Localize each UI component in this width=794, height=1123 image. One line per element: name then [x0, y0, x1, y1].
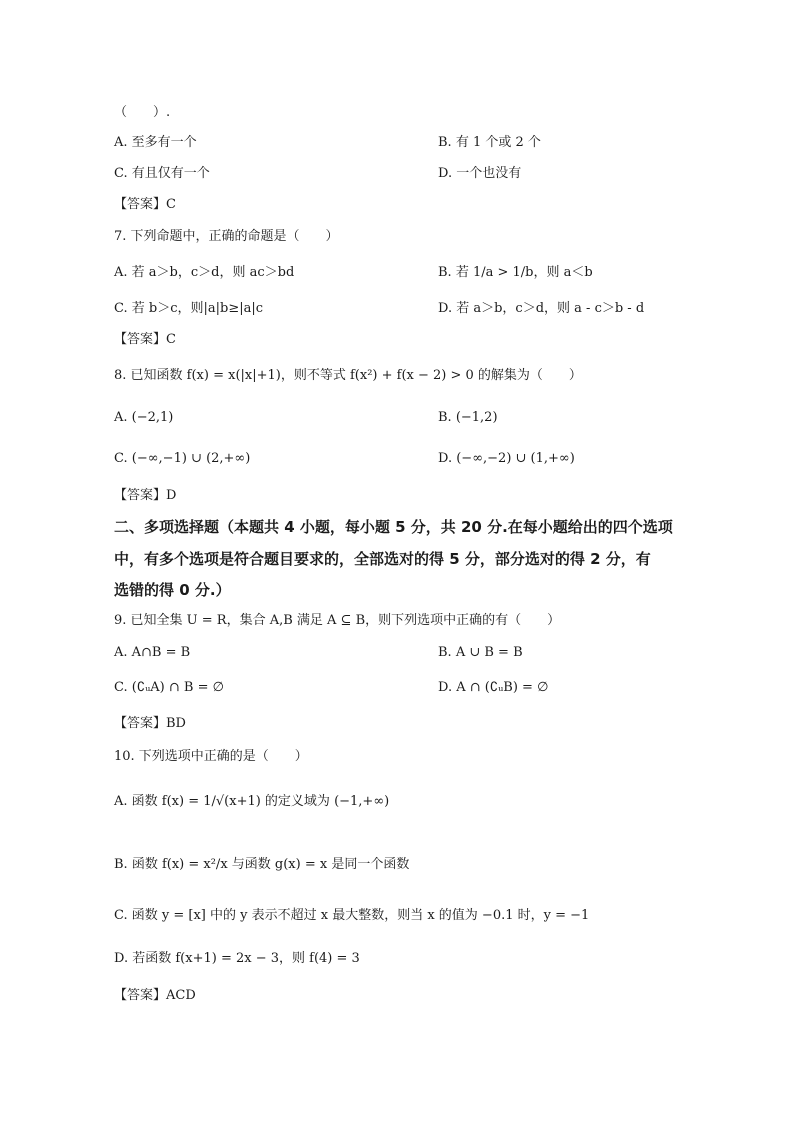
- q6-option-a: A. 至多有一个: [114, 135, 197, 150]
- q6-option-c: C. 有且仅有一个: [114, 166, 210, 181]
- q6-option-b: B. 有 1 个或 2 个: [438, 135, 541, 150]
- q9-option-d: D. A ∩ (∁ᵤB) = ∅: [438, 680, 549, 695]
- question-9-stem: 9. 已知全集 U = R，集合 A,B 满足 A ⊆ B，则下列选项中正确的有（ ）: [114, 613, 561, 628]
- q8-option-b: B. (−1,2): [438, 410, 498, 425]
- q7-option-d: D. 若 a＞b，c＞d，则 a - c＞b - d: [438, 301, 645, 316]
- q8-answer: 【答案】D: [114, 488, 177, 503]
- q7-answer: 【答案】C: [114, 332, 176, 347]
- section-heading-line-1: 二、多项选择题（本题共 4 小题，每小题 5 分，共 20 分.在每小题给出的四个选项: [114, 518, 673, 536]
- q10-answer: 【答案】ACD: [114, 988, 196, 1003]
- section-heading-line-2: 中，有多个选项是符合题目要求的，全部选对的得 5 分，部分选对的得 2 分，有: [114, 550, 651, 568]
- q8-option-c: C. (−∞,−1) ∪ (2,+∞): [114, 451, 251, 466]
- section-heading-line-3: 选错的得 0 分.）: [114, 581, 231, 599]
- q7-option-c: C. 若 b＞c，则|a|b≥|a|c: [114, 301, 263, 316]
- q9-answer: 【答案】BD: [114, 716, 186, 731]
- q10-option-d: D. 若函数 f(x+1) = 2x − 3，则 f(4) = 3: [114, 951, 360, 966]
- q9-option-b: B. A ∪ B = B: [438, 645, 523, 660]
- q10-option-a: A. 函数 f(x) = 1/√(x+1) 的定义域为 (−1,+∞): [114, 794, 390, 809]
- q8-option-a: A. (−2,1): [114, 410, 174, 425]
- question-10-stem: 10. 下列选项中正确的是（ ）: [114, 749, 308, 764]
- q9-option-c: C. (∁ᵤA) ∩ B = ∅: [114, 680, 224, 695]
- q7-option-b: B. 若 1/a > 1/b，则 a＜b: [438, 265, 593, 280]
- question-7-stem: 7. 下列命题中，正确的命题是（ ）: [114, 229, 339, 244]
- q10-option-b: B. 函数 f(x) = x²/x 与函数 g(x) = x 是同一个函数: [114, 857, 410, 872]
- q9-option-a: A. A∩B = B: [114, 645, 191, 660]
- q6-answer: 【答案】C: [114, 197, 176, 212]
- q7-option-a: A. 若 a＞b，c＞d，则 ac＞bd: [114, 265, 295, 280]
- q6-option-d: D. 一个也没有: [438, 166, 522, 181]
- q8-option-d: D. (−∞,−2) ∪ (1,+∞): [438, 451, 575, 466]
- question-6-stem-tail: （ ）.: [114, 105, 171, 120]
- question-8-stem: 8. 已知函数 f(x) = x(|x|+1)，则不等式 f(x²) + f(x − 2) > 0 的解集为（ ）: [114, 368, 582, 383]
- q10-option-c: C. 函数 y = [x] 中的 y 表示不超过 x 最大整数，则当 x 的值为 −0.1 时，y = −1: [114, 908, 590, 923]
